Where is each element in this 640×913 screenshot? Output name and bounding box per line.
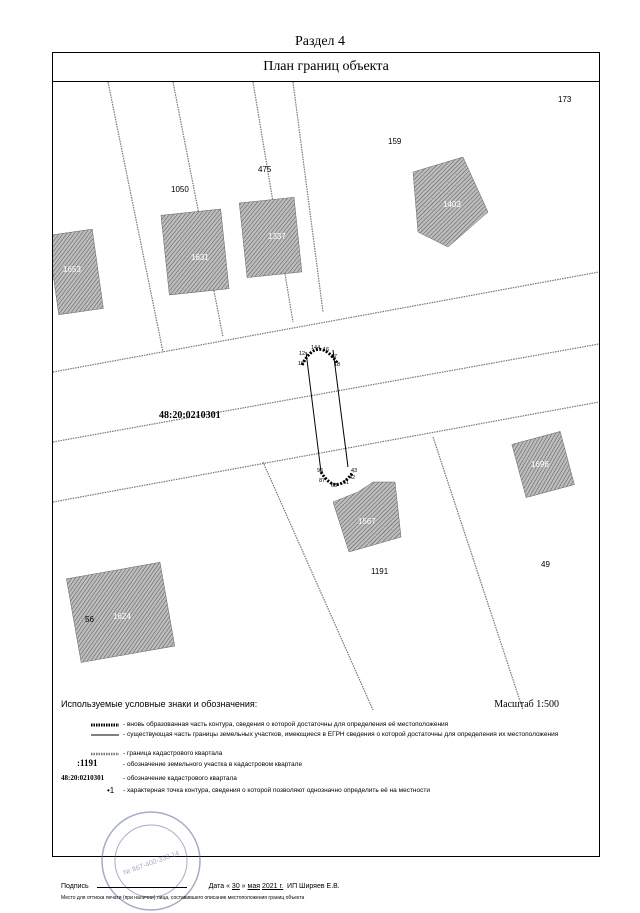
parcel-label-173: 173 [558, 95, 572, 104]
section-title: Раздел 4 [294, 34, 346, 49]
date-year: 2021 г. [261, 883, 284, 890]
point-label: 61 [343, 480, 350, 486]
svg-text:№ 867-400-338 14: № 867-400-338 14 [122, 850, 181, 877]
quarter-boundary-symbol [61, 750, 121, 758]
point-label: 18 [298, 361, 305, 367]
point-symbol: •1 [107, 786, 115, 795]
quarter-label: 48:20:0210301 [159, 410, 221, 421]
parcel-label-1050: 1050 [171, 185, 189, 194]
building-label-1631: 1631 [191, 253, 209, 262]
signature-row: Подпись Дата « 30 » мая 2021 г. ИП Ширяев Е.В. [61, 883, 340, 890]
signature-label: Подпись [61, 883, 89, 890]
document-frame: План границ объекта 173 159 475 1050 49 1191 1403 1631 1653 1337 1567 1624 56 1696 48:20:0210301 18 12 144 16 17 18 96 87 63 61 43 42 Используемые условные знаки и обозначения: Масштаб 1:500 - вновь образованная часть контура, сведения о которой достаточны для определения её местоположения - существующая часть границы земельных участков, имеющиеся в ЕГРН сведения о которой достаточны для определения их местоположения - граница кадастрового квартала :1191 - обозначение земельного участка в кадастровом квартале 48:20:0210301 - обозначение кадастрового квартала •1 - характерная точка контура, сведения о которой позволяют однозначно определить её на местности № 867-400-338 14 Подпись Дата « 30 » мая 2021 г. ИП Ширяев Е.В. Место для оттиска печати (при наличии) лица, составившего описание местоположения границ объекта [52, 52, 600, 857]
point-label: 144 [311, 345, 321, 351]
new-contour-symbol [61, 721, 121, 729]
point-label: 87 [319, 478, 326, 484]
building-label-1337: 1337 [268, 232, 286, 241]
parcel-label-475: 475 [258, 165, 272, 174]
legend-heading: Используемые условные знаки и обозначения: [61, 699, 258, 709]
building-1631 [161, 209, 229, 295]
stamp-footnote: Место для оттиска печати (при наличии) лица, составившего описание местоположения границ объекта [61, 895, 305, 901]
map-area [53, 82, 599, 710]
cadastral-map [53, 82, 599, 710]
building-label-1653: 1653 [63, 265, 81, 274]
parcel-label-159: 159 [388, 137, 402, 146]
building-label-1624: 1624 [113, 612, 131, 621]
parcel-designation-symbol: :1191 [77, 758, 98, 768]
point-label: 18 [334, 362, 341, 368]
point-label: 96 [317, 468, 324, 474]
building-label-56: 56 [85, 615, 94, 624]
building-label-1403: 1403 [443, 200, 461, 209]
scale-label: Масштаб 1:500 [494, 699, 559, 710]
date-label: Дата [208, 883, 225, 890]
parcel-label-49: 49 [541, 560, 550, 569]
plan-title: План границ объекта [53, 53, 599, 82]
building-label-1567: 1567 [358, 517, 376, 526]
point-label: 16 [323, 347, 330, 353]
signer-name: ИП Ширяев Е.В. [287, 883, 340, 890]
building-label-1696: 1696 [531, 460, 549, 469]
quarter-designation-symbol: 48:20:0210301 [61, 774, 105, 782]
date-day: 30 [231, 883, 240, 890]
signature-line [97, 887, 187, 888]
parcel-label-1191: 1191 [371, 567, 389, 576]
point-label: 17 [331, 354, 338, 360]
date-month: мая [247, 883, 261, 890]
point-label: 42 [349, 475, 356, 481]
point-label: 43 [351, 468, 358, 474]
point-label: 63 [331, 483, 338, 489]
existing-boundary-symbol [61, 731, 121, 739]
point-label: 12 [299, 351, 306, 357]
